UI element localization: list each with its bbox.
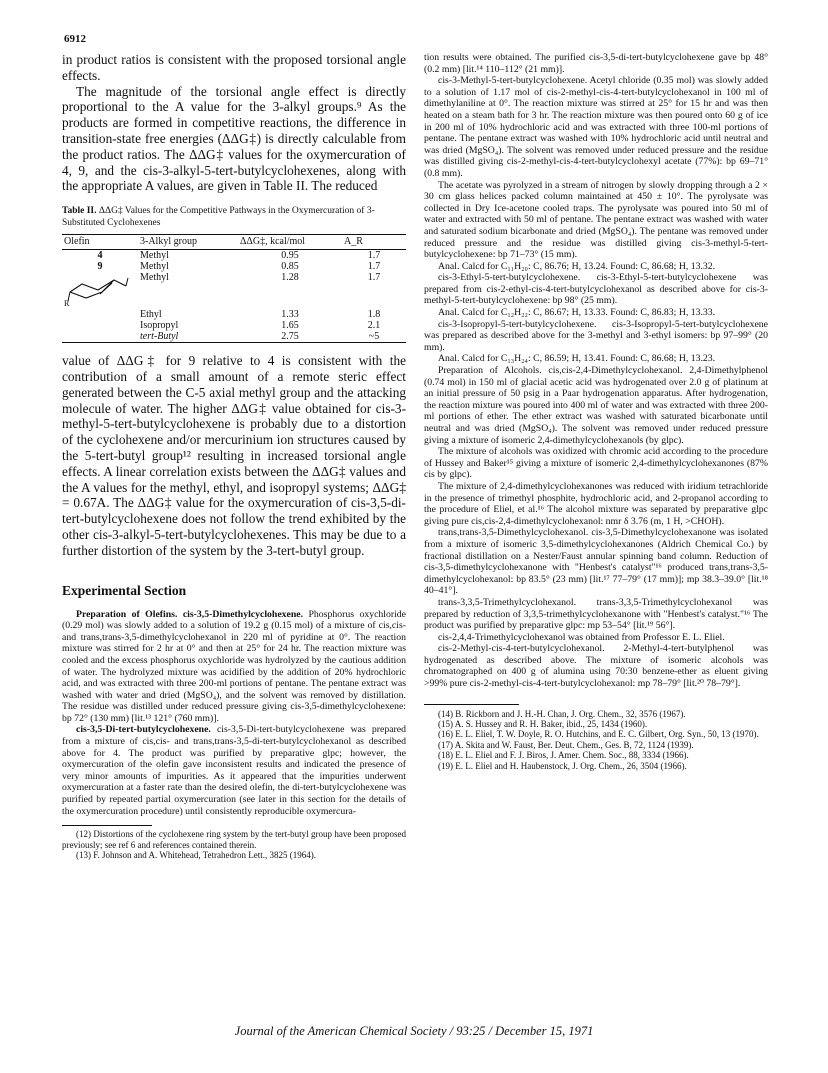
right-column (424, 52, 768, 771)
footnote-divider (62, 825, 152, 826)
journal-footer: Journal of the American Chemical Society / 93:25 / December 15, 1971 (234, 1024, 594, 1038)
experimental-paragraph: trans,trans-3,5-Dimethylcyclohexanol. cis-3,5-Dimethylcyclohexanone was isolated from a mixture of isomeric 3,5-dimethylcyclohexanones (Aldrich Chemical Co.) by fractional distillation on a Nester/Faust annular spinning band column. Reduction of cis-3,5-dimethylcyclohexanone with "Henbest's catalyst"¹⁶ produced trans,trans-3,5-dimethylcyclohexanol: bp 83.5° (23 mm) [lit.¹⁷ 77–79° (17 mm)]; mp 38.3–39.0° [lit.¹⁸ 40–41°]. (424, 527, 768, 597)
table-row (62, 272, 406, 309)
experimental-paragraph: cis-3-Ethyl-5-tert-butylcyclohexene. cis-3-Ethyl-5-tert-butylcyclohexene was prepared from cis-2-ethyl-cis-4-tert-butylcyclohexanol as described above for cis-3-methyl-5-tert-butylcyclohexene: bp 98° (25 mm). (424, 272, 768, 307)
left-column (62, 52, 406, 860)
table-header: ΔΔG‡, kcal/mol (240, 236, 306, 248)
analysis-paragraph: Anal. Calcd for C₁₁H₂₀: C, 86.76; H, 13.24. Found: C, 86.68; H, 13.32. (438, 260, 716, 272)
footnotes-left (62, 829, 406, 860)
paragraph-title: Preparation of Olefins. cis-3,5-Dimethylcyclohexene. (76, 608, 304, 620)
footnote: (13) F. Johnson and A. Whitehead, Tetrahedron Lett., 3825 (1964). (76, 850, 317, 861)
table-row (62, 320, 406, 331)
footnote: (14) B. Rickborn and J. H.-H. Chan, J. Org. Chem., 32, 3576 (1967). (438, 708, 686, 719)
paragraph-text: Phosphorus oxychloride (0.29 mol) was slowly added to a solution of 19.2 g (0.15 mol) of a mixture of cis,cis- and trans,trans-3,5-dimethylcyclohexanol in 220 ml of pyridine at 0°. The reaction mixture was stirred for 2 hr at 0° and then at 25° for 24 hr. The reaction mixture was cooled and the excess phosphorus oxychloride was hydrolyzed by the cautious addition of water. The hydrolyzed mixture was acidified by the addition of 20% hydrochloric acid, and was extracted with three 200-ml portions of pentane. The pentane extract was washed with water and dried (MgSO₄), and the solvent was removed by distillation. The residue was distilled under reduced pressure giving cis-3,5-dimethylcyclohexene: bp 72° (130 mm) [lit.¹³ 121° (760 mm)]. (62, 608, 407, 724)
table-row (62, 250, 406, 262)
table-cell: 2.1 (367, 320, 381, 332)
table-cell: 1.33 (281, 309, 299, 321)
table-header: 3-Alkyl group (140, 236, 197, 248)
section-heading: Experimental Section (62, 582, 187, 598)
footnote: (18) E. L. Eliel and F. J. Biros, J. Amer. Chem. Soc., 88, 3334 (1966). (438, 750, 689, 761)
table-cell: tert-Butyl (140, 331, 179, 343)
table-cell: 1.28 (281, 272, 299, 284)
table-cell: Methyl (140, 261, 169, 273)
footnotes-right (424, 709, 768, 771)
experimental-paragraph: cis-2,4,4-Trimethylcyclohexanol was obtained from Professor E. L. Eliel. (438, 631, 725, 643)
footnote: (16) E. L. Eliel, T. W. Doyle, R. O. Hutchins, and E. C. Gilbert, Org. Syn., 50, 13 (1970). (438, 729, 759, 740)
analysis-paragraph: Anal. Calcd for C₁₂H₂₂: C, 86.67; H, 13.33. Found: C, 86.83; H, 13.33. (438, 307, 716, 319)
cyclohexene-structure-icon (64, 272, 130, 306)
experimental-paragraph: trans-3,3,5-Trimethylcyclohexanol. trans-3,3,5-Trimethylcyclohexanol was prepared by reduction of 3,3,5-trimethylcyclohexanone with "Henbest's catalyst."¹⁶ The product was purified by preparative glpc: mp 53–54° [lit.¹⁹ 56°]. (424, 596, 768, 632)
table-row (62, 261, 406, 272)
structure-cell (62, 272, 138, 309)
table-caption-text: ΔΔG‡ Values for the Competitive Pathways in the Oxymercuration of 3-Substituted Cyclohexenes (62, 206, 375, 228)
experimental-paragraph: cis-3-Methyl-5-tert-butylcyclohexene. Acetyl chloride (0.35 mol) was slowly added to a solution of 1.17 mol of cis-2-methyl-cis-4-tert-butylcyclohexanol in 100 ml of dimethylaniline at 0°. The reaction mixture was stirred at 25° for 15 hr and was then heated on a steam bath for 3 hr. The reaction mixture was then poured onto 60 g of ice in 200 ml of 10% hydrochloric acid and was extracted with three 100-ml portions of pentane. The pentane extract was washed with 10% hydrochloric acid until neutral and was dried (MgSO₄). The solvent was removed under reduced pressure and the residue was distilled giving cis-2-methyl-cis-4-tert-butylcyclohexyl acetate (77%): bp 69–71° (0.8 mm). (424, 75, 768, 179)
experimental-paragraph: tion results were obtained. The purified cis-3,5-di-tert-butylcyclohexene gave bp 48° (0.2 mm) [lit.¹⁴ 110–112° (21 mm)]. (424, 52, 768, 75)
experimental-paragraph: The acetate was pyrolyzed in a stream of nitrogen by slowly dropping through a 2 × 30 cm glass helices packed column maintained at 450 ± 10°. The pyrolysate was collected in Dry Ice-acetone cooled traps. The pyrolysate was poured into 50 ml of water and extracted with 50 ml of pentane. The pentane extract was washed with water and saturated sodium bicarbonate and dried (MgSO₄). The pentane was removed under reduced pressure and the residue was distilled giving cis-3-methyl-5-tert-butylcyclohexene: bp 71–73° (15 mm). (424, 179, 768, 261)
table-header: A_R (344, 236, 363, 248)
footnote: (17) A. Skita and W. Faust, Ber. Deut. Chem., Ges. B, 72, 1124 (1939). (438, 739, 694, 750)
table-header: Olefin (64, 236, 90, 248)
table-cell: Ethyl (140, 309, 162, 321)
table-cell: 2.75 (281, 331, 299, 343)
table-2 (62, 234, 406, 343)
page-number: 6912 (64, 33, 86, 45)
experimental-paragraph (62, 724, 406, 817)
body-paragraph: value of ΔΔG‡ for 9 relative to 4 is consistent with the contribution of a small amount of a remote steric effect generated between the C-5 axial methyl group and the attacking molecule of water. The higher ΔΔG‡ value obtained for cis-3-methyl-5-tert-butylcyclohexene is probably due to a distortion of the cyclohexene and/or mercurinium ion structures caused by the 5-tert-butyl group¹² resulting in increased torsional angle effects. A linear correlation exists between the ΔΔG‡ values and the A values for the methyl, ethyl, and isopropyl systems; ΔΔG‡ = 0.67A. The ΔΔG‡ value for the oxymercuration of cis-3,5-di-tert-butylcyclohexene does not follow the trend exhibited by the other cis-3-alkyl-5-tert-butylcyclohexenes. This may be due to a further distortion of the system by the 3-tert-butyl group. (62, 353, 406, 558)
table-cell: 0.95 (281, 250, 299, 262)
table-cell: 4 (97, 250, 103, 262)
footnote-divider (424, 704, 519, 705)
paragraph-text: cis-3,5-Di-tert-butylcyclohexene was prepared from a mixture of cis,cis- and trans,trans-3,5-di-tert-butylcyclohexanol as described above for 4. The product was purified by preparative glpc; however, the oxymercuration of the olefin gave inconsistent results and indicated the presence of very minor amounts of impurities. As it appeared that the impurities underwent oxymercuration at a faster rate than the desired olefin, the di-tert-butylcyclohexene was purified by repeated partial oxymercuration (see later in this section for the details of the oxymercuration procedure) until consistently reproducible oxymercura- (62, 724, 406, 817)
table-cell: 0.85 (281, 261, 299, 273)
experimental-paragraph: cis-2-Methyl-cis-4-tert-butylcyclohexanol. 2-Methyl-4-tert-butylphenol was hydrogenated as described above. The mixture of isomeric alcohols was chromatographed on 400 g of alumina using 70:30 benzene-ether as eluent giving >99% pure cis-2-methyl-cis-4-tert-butylcyclohexanol: mp 78–79° [lit.²⁰ 78–79°]. (424, 643, 768, 690)
table-cell: 1.8 (367, 309, 381, 321)
analysis-paragraph: Anal. Calcd for C₁₃H₂₄: C, 86.59; H, 13.41. Found: C, 86.68; H, 13.23. (438, 353, 716, 365)
table-cell: Isopropyl (140, 320, 179, 332)
experimental-paragraph (62, 609, 406, 725)
table-cell: 9 (97, 261, 103, 273)
body-paragraph: in product ratios is consistent with the proposed torsional angle effects. (62, 52, 406, 83)
paragraph-title: cis-3,5-Di-tert-butylcyclohexene. (76, 724, 211, 736)
experimental-paragraph: cis-3-Isopropyl-5-tert-butylcyclohexene. cis-3-Isopropyl-5-tert-butylcyclohexene was prepared as described above for the 3-methyl and 3-ethyl isomers: bp 97–99° (20 mm). (424, 318, 768, 353)
footnote: (12) Distortions of the cyclohexene ring system by the tert-butyl group have been proposed previously; see ref 6 and references contained therein. (62, 829, 406, 850)
experimental-paragraph: The mixture of alcohols was oxidized with chromic acid according to the procedure of Hussey and Baker¹⁵ giving a mixture of isomeric 2,4-dimethylcyclohexanones (87% cis by glpc). (424, 446, 768, 481)
table-cell: Methyl (140, 272, 169, 284)
experimental-paragraph: Preparation of Alcohols. cis,cis-2,4-Dimethylcyclohexanol. 2,4-Dimethylphenol (0.74 mol) in 150 ml of glacial acetic acid was hydrogenated over 2.0 g of platinum at an initial pressure of 50 psig in a Paar hydrogenation apparatus. After hydrogenation, the reaction mixture was poured into 400 ml of water and was extracted with three 200-ml portions of ether. The ether extract was washed with saturated bicarbonate until neutral and was dried (MgSO₄). The solvent was removed under reduced pressure giving a mixture of isomeric 2,4-dimethylcyclohexanols (by glpc). (424, 365, 768, 446)
table-row (62, 309, 406, 320)
experimental-paragraph: The mixture of 2,4-dimethylcyclohexanones was reduced with iridium tetrachloride in the presence of trimethyl phosphite, hydrochloric acid, and 2-propanol according to the procedure of Eliel, et al.¹⁶ The alcohol mixture was separated by preparative glpc giving pure cis,cis-2,4-dimethylcyclohexanol: nmr δ 3.76 (m, 1 H, >CHOH). (424, 480, 768, 527)
table-row (62, 331, 406, 343)
body-paragraph: The magnitude of the torsional angle effect is directly proportional to the A value for the 3-alkyl groups.⁹ As the products are formed in competitive reactions, the difference in transition-state free energies (ΔΔG‡) is directly calculable from the product ratios. The ΔΔG‡ values for the oxymercuration of 4, 9, and the cis-3-alkyl-5-tert-butylcyclohexenes, along with the appropriate A values, are given in Table II. The reduced (62, 83, 406, 194)
structure-r-label: R (64, 299, 70, 307)
table-cell: 1.7 (367, 261, 381, 273)
table-cell: 1.7 (367, 250, 381, 262)
table-caption (62, 206, 406, 229)
table-caption-label: Table II. (62, 206, 97, 217)
footnote: (15) A. S. Hussey and R. H. Baker, ibid., 25, 1434 (1960). (438, 719, 648, 730)
table-cell: 1.65 (281, 320, 299, 332)
table-cell: 1.7 (367, 272, 381, 284)
footnote: (19) E. L. Eliel and H. Haubenstock, J. Org. Chem., 26, 3504 (1966). (438, 760, 687, 771)
table-cell: Methyl (140, 250, 169, 262)
table-cell: ~5 (368, 331, 380, 343)
